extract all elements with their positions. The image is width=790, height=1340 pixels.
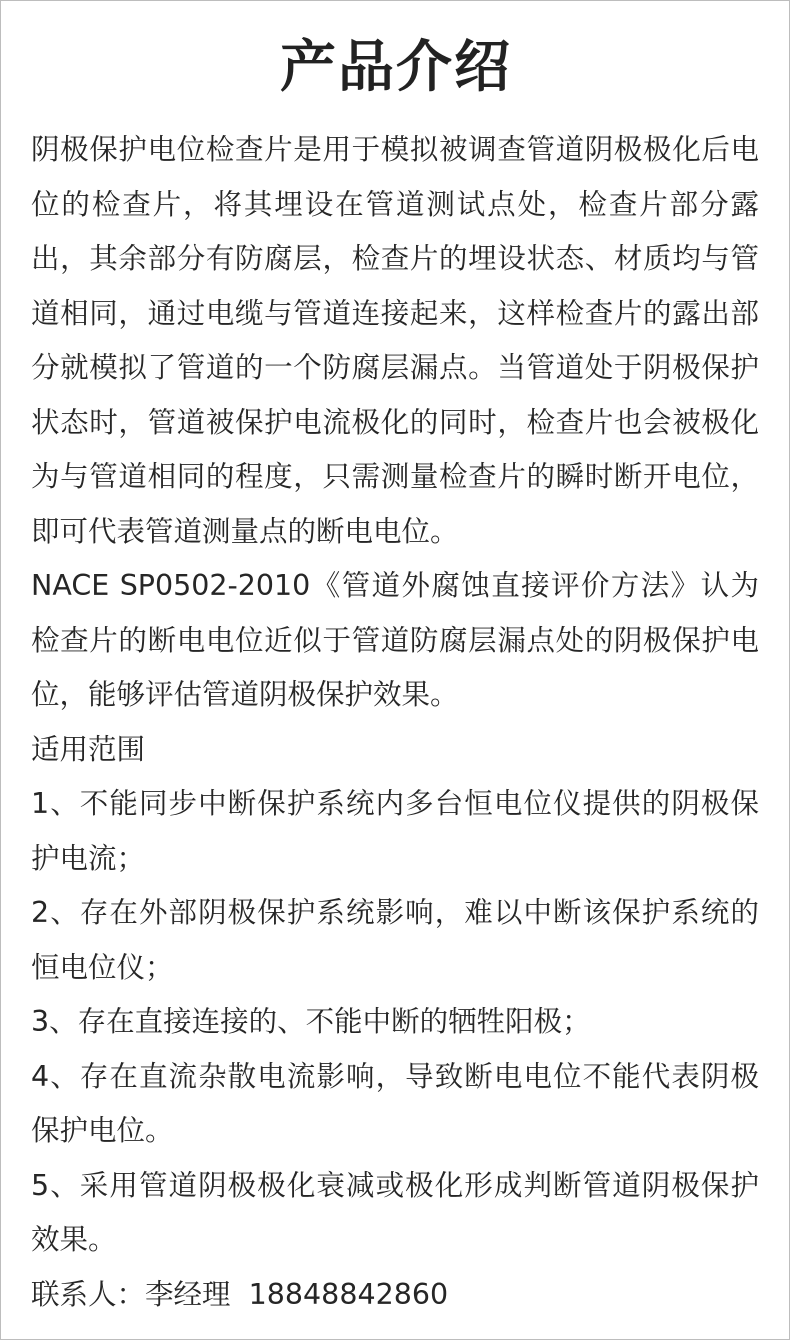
- scope-item-3: 3、存在直接连接的、不能中断的牺牲阳极；: [31, 1005, 591, 1038]
- scope-item-2: 2、存在外部阴极保护系统影响，难以中断该保护系统的恒电位仪；: [31, 896, 759, 984]
- scope-heading: 适用范围: [31, 732, 146, 766]
- scope-item-1: 1、不能同步中断保护系统内多台恒电位仪提供的阴极保护电流；: [31, 787, 759, 875]
- page-title: 产品介绍: [280, 34, 512, 100]
- contact-label: 联系人：: [31, 1277, 146, 1311]
- document-body: [31, 123, 759, 1322]
- contact-phone[interactable]: 18848842860: [248, 1277, 449, 1311]
- intro-paragraph: 阴极保护电位检查片是用于模拟被调查管道阴极极化后电位的检查片，将其埋设在管道测试点处，检查片部分露出，其余部分有防腐层，检查片的埋设状态、材质均与管道相同，通过电缆与管道连接起来，这样检查片的露出部分就模拟了管道的一个防腐层漏点。当管道处于阴极保护状态时，管道被保护电流极化的同时，检查片也会被极化为与管道相同的程度，只需测量检查片的瞬时断开电位，即可代表管道测量点的断电电位。: [31, 133, 759, 548]
- scope-item-5: 5、采用管道阴极极化衰减或极化形成判断管道阴极保护效果。: [31, 1168, 759, 1256]
- contact-name: 李经理: [145, 1277, 231, 1311]
- scope-item-4: 4、存在直流杂散电流影响，导致断电电位不能代表阴极保护电位。: [31, 1059, 759, 1147]
- standard-paragraph: NACE SP0502-2010《管道外腐蚀直接评价方法》认为检查片的断电电位近似于管道防腐层漏点处的阴极保护电位，能够评估管道阴极保护效果。: [31, 569, 759, 711]
- contact-line: [31, 1268, 759, 1323]
